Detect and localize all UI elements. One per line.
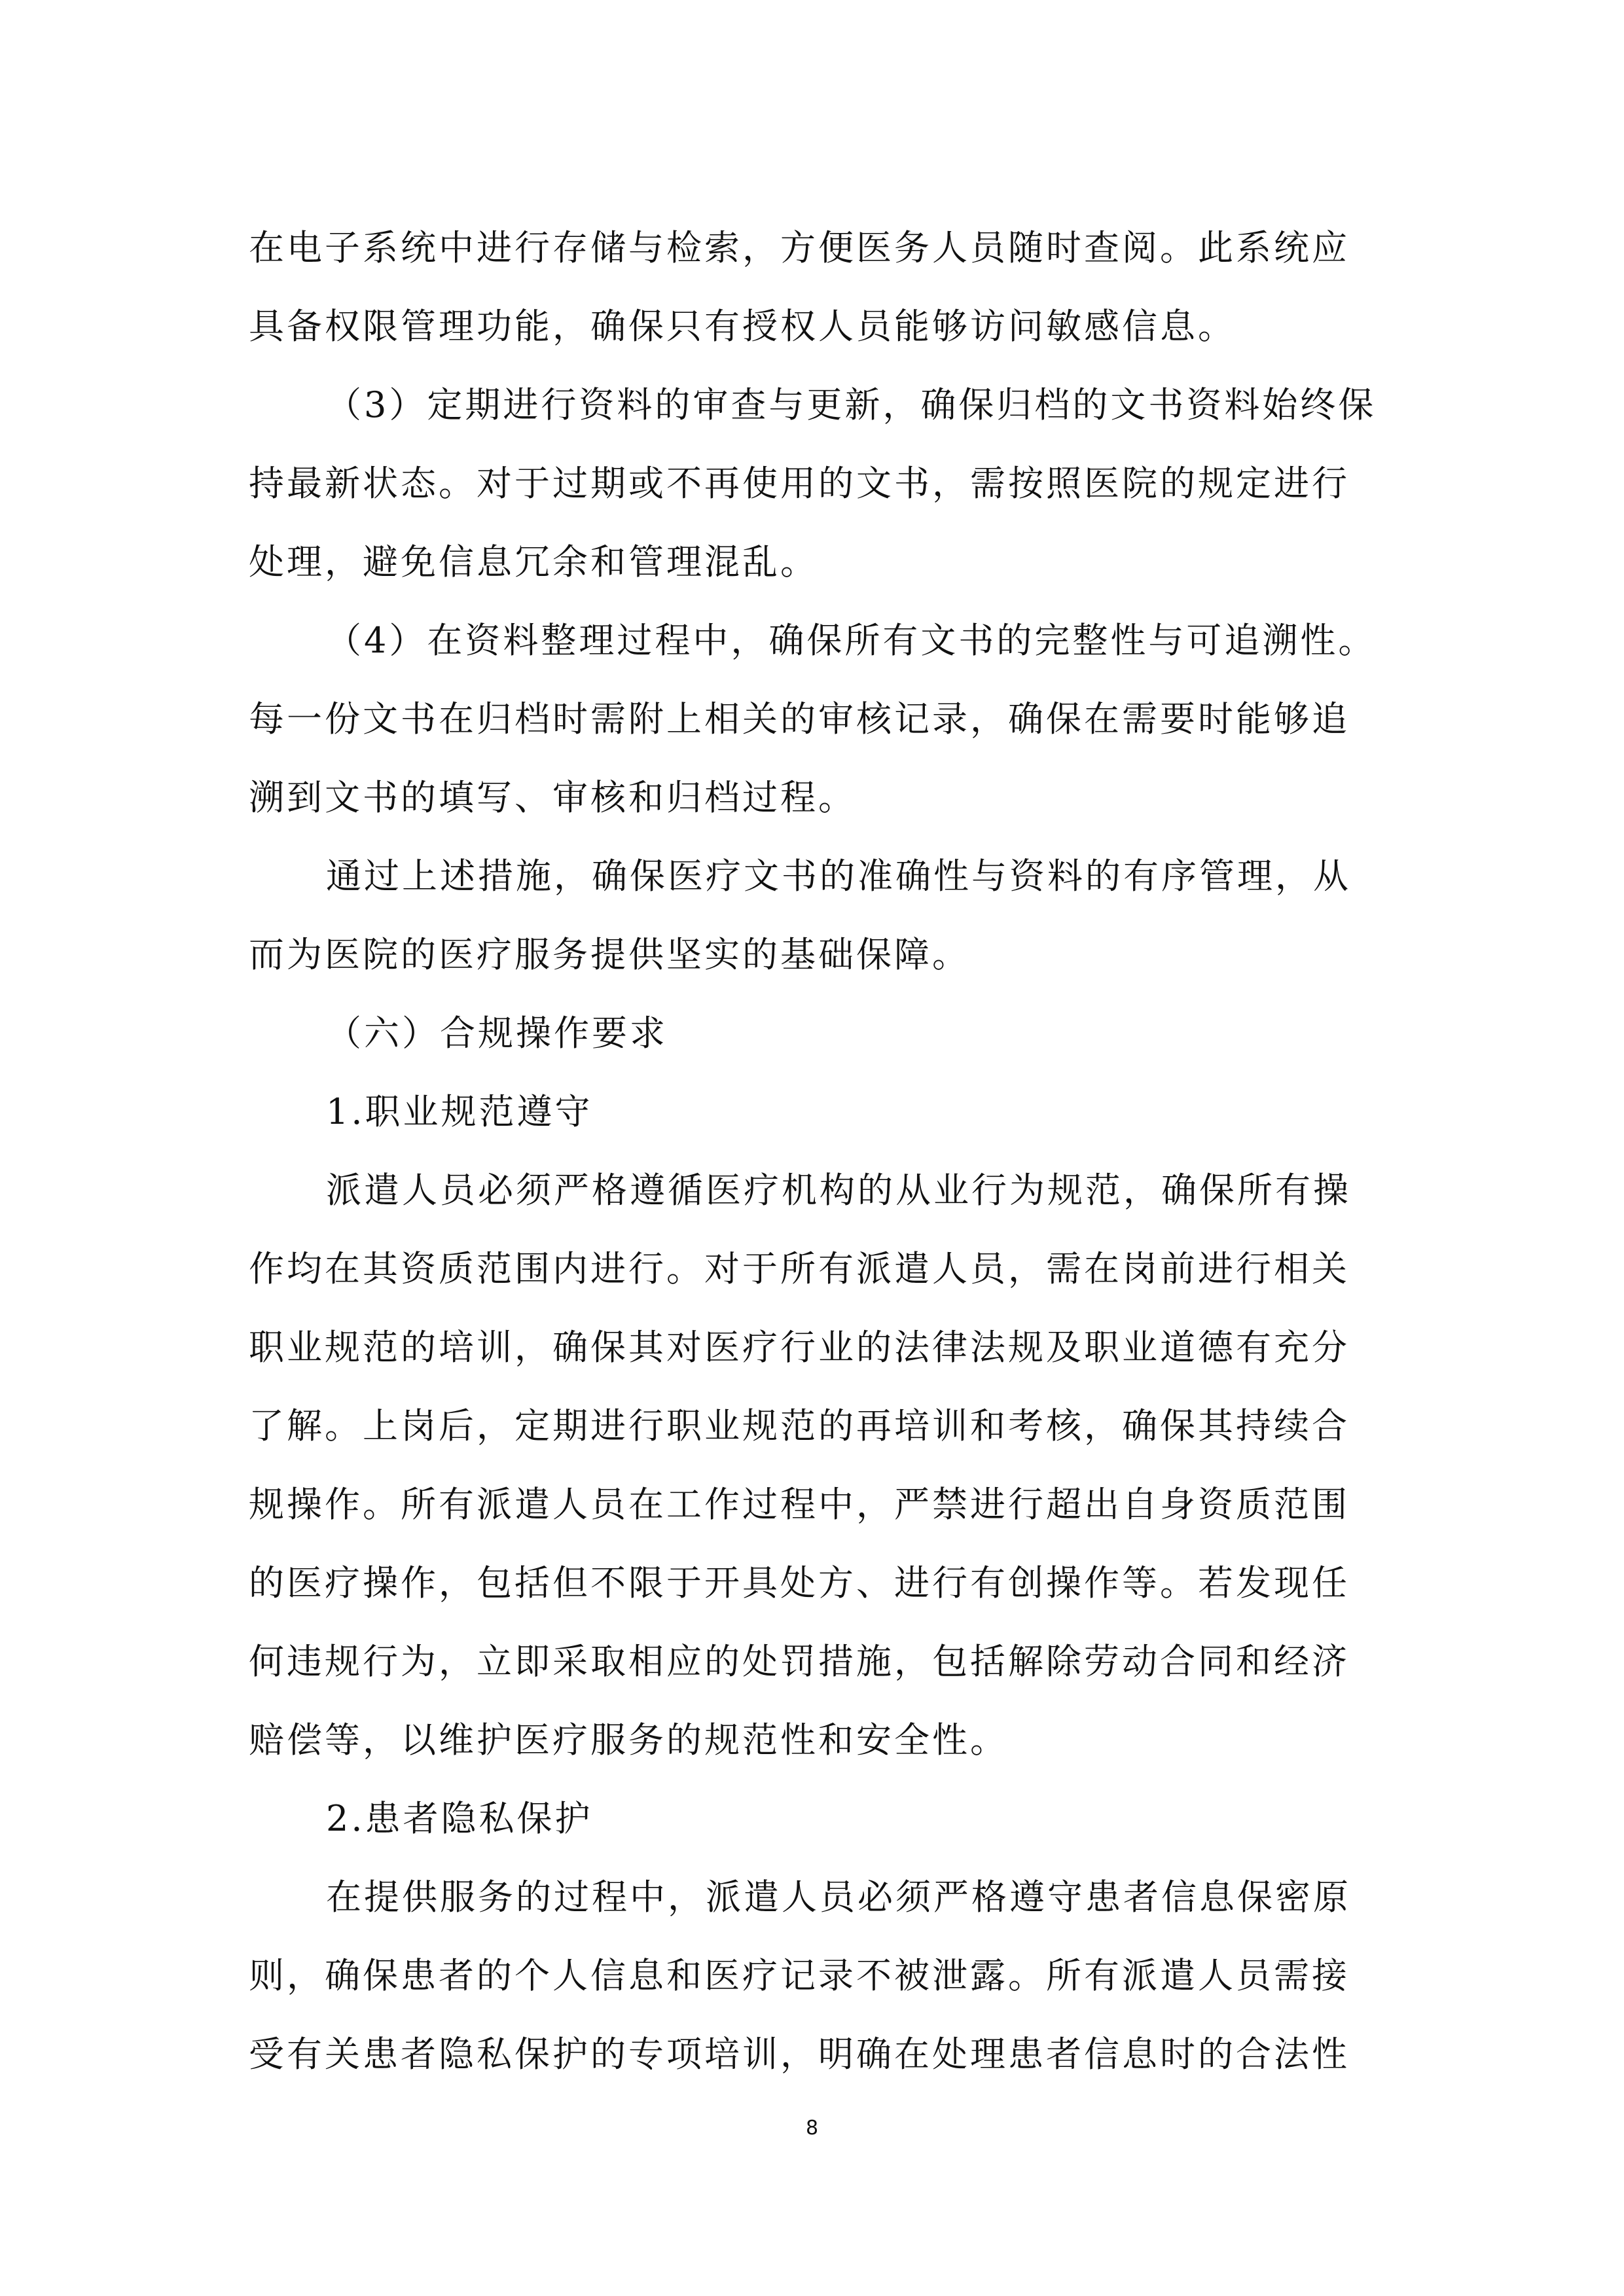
text-line: 具备权限管理功能，确保只有授权人员能够访问敏感信息。: [249, 306, 1236, 347]
page-number: 8: [805, 2117, 819, 2140]
section-heading: （六）合规操作要求: [326, 1013, 668, 1054]
text-line: 在提供服务的过程中，派遣人员必须严格遵守患者信息保密原: [326, 1876, 1351, 1918]
text-line: 作均在其资质范围内进行。对于所有派遣人员，需在岗前进行相关: [249, 1248, 1350, 1289]
text-line: 溯到文书的填写、审核和归档过程。: [249, 777, 856, 818]
text-line: 通过上述措施，确保医疗文书的准确性与资料的有序管理，从: [326, 855, 1351, 897]
text-line: 的医疗操作，包括但不限于开具处方、进行有创操作等。若发现任: [249, 1562, 1350, 1604]
text-line: 了解。上岗后，定期进行职业规范的再培训和考核，确保其持续合: [249, 1405, 1350, 1446]
text-line: 职业规范的培训，确保其对医疗行业的法律法规及职业道德有充分: [249, 1327, 1350, 1368]
text-line: 处理，避免信息冗余和管理混乱。: [249, 541, 818, 583]
subsection-heading: 1.职业规范遵守: [326, 1091, 593, 1132]
text-line: 赔偿等，以维护医疗服务的规范性和安全性。: [249, 1719, 1008, 1761]
text-line: 而为医院的医疗服务提供坚实的基础保障。: [249, 934, 970, 975]
text-line: 规操作。所有派遣人员在工作过程中，严禁进行超出自身资质范围: [249, 1484, 1350, 1525]
text-line: 受有关患者隐私保护的专项培训，明确在处理患者信息时的合法性: [249, 2034, 1350, 2075]
text-line: （3）定期进行资料的审查与更新，确保归档的文书资料始终保: [326, 384, 1377, 425]
text-line: 在电子系统中进行存储与检索，方便医务人员随时查阅。此系统应: [249, 227, 1350, 268]
text-line: 何违规行为，立即采取相应的处罚措施，包括解除劳动合同和经济: [249, 1641, 1350, 1682]
subsection-heading: 2.患者隐私保护: [326, 1798, 593, 1839]
text-line: 每一份文书在归档时需附上相关的审核记录，确保在需要时能够追: [249, 698, 1350, 740]
text-line: 则，确保患者的个人信息和医疗记录不被泄露。所有派遣人员需接: [249, 1955, 1350, 1996]
text-line: 持最新状态。对于过期或不再使用的文书，需按照医院的规定进行: [249, 463, 1350, 504]
text-line: 派遣人员必须严格遵循医疗机构的从业行为规范，确保所有操: [326, 1170, 1351, 1211]
text-line: （4）在资料整理过程中，确保所有文书的完整性与可追溯性。: [326, 620, 1377, 661]
